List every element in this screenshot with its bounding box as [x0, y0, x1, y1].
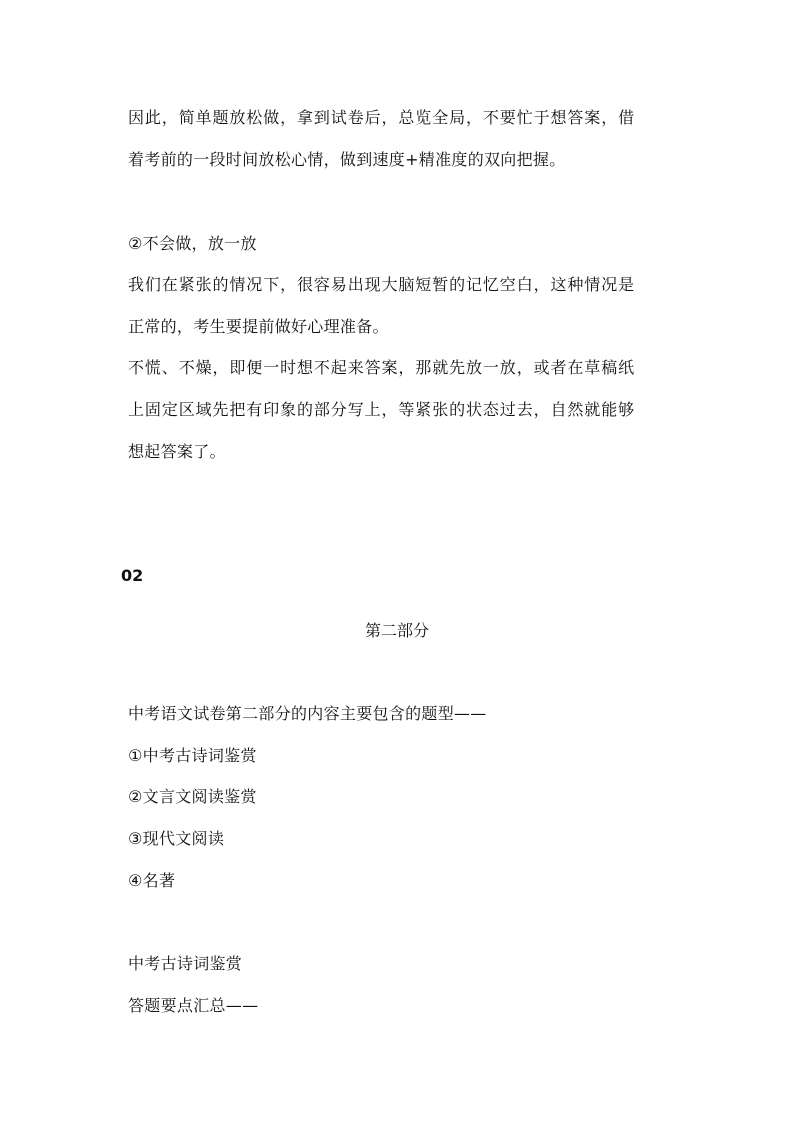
- paragraph-line: 因此，简单题放松做，拿到试卷后，总览全局，不要忙于想答案，借: [128, 108, 636, 127]
- paragraph-line: 想起答案了。: [128, 442, 226, 461]
- list-item: ②文言文阅读鉴赏: [128, 787, 257, 806]
- list-item: ④名著: [128, 871, 176, 890]
- paragraph-line: 我们在紧张的情况下，很容易出现大脑短暂的记忆空白，这种情况是: [128, 275, 636, 294]
- subheading: 中考古诗词鉴赏: [128, 954, 243, 973]
- list-item: ③现代文阅读: [128, 829, 225, 848]
- part-title: 第二部分: [364, 621, 429, 640]
- list-item: ①中考古诗词鉴赏: [128, 746, 257, 765]
- paragraph-line: 正常的，考生要提前做好心理准备。: [128, 317, 389, 336]
- summary-line: 答题要点汇总——: [128, 996, 259, 1015]
- section-heading: ②不会做，放一放: [128, 234, 257, 253]
- paragraph-line: 着考前的一段时间放松心情，做到速度+精准度的双向把握。: [128, 150, 566, 169]
- section-number: 02: [121, 566, 144, 585]
- intro-line: 中考语文试卷第二部分的内容主要包含的题型——: [128, 704, 487, 723]
- paragraph-line: 不慌、不燥，即便一时想不起来答案，那就先放一放，或者在草稿纸: [128, 358, 636, 377]
- paragraph-line: 上固定区域先把有印象的部分写上，等紧张的状态过去，自然就能够: [128, 400, 636, 419]
